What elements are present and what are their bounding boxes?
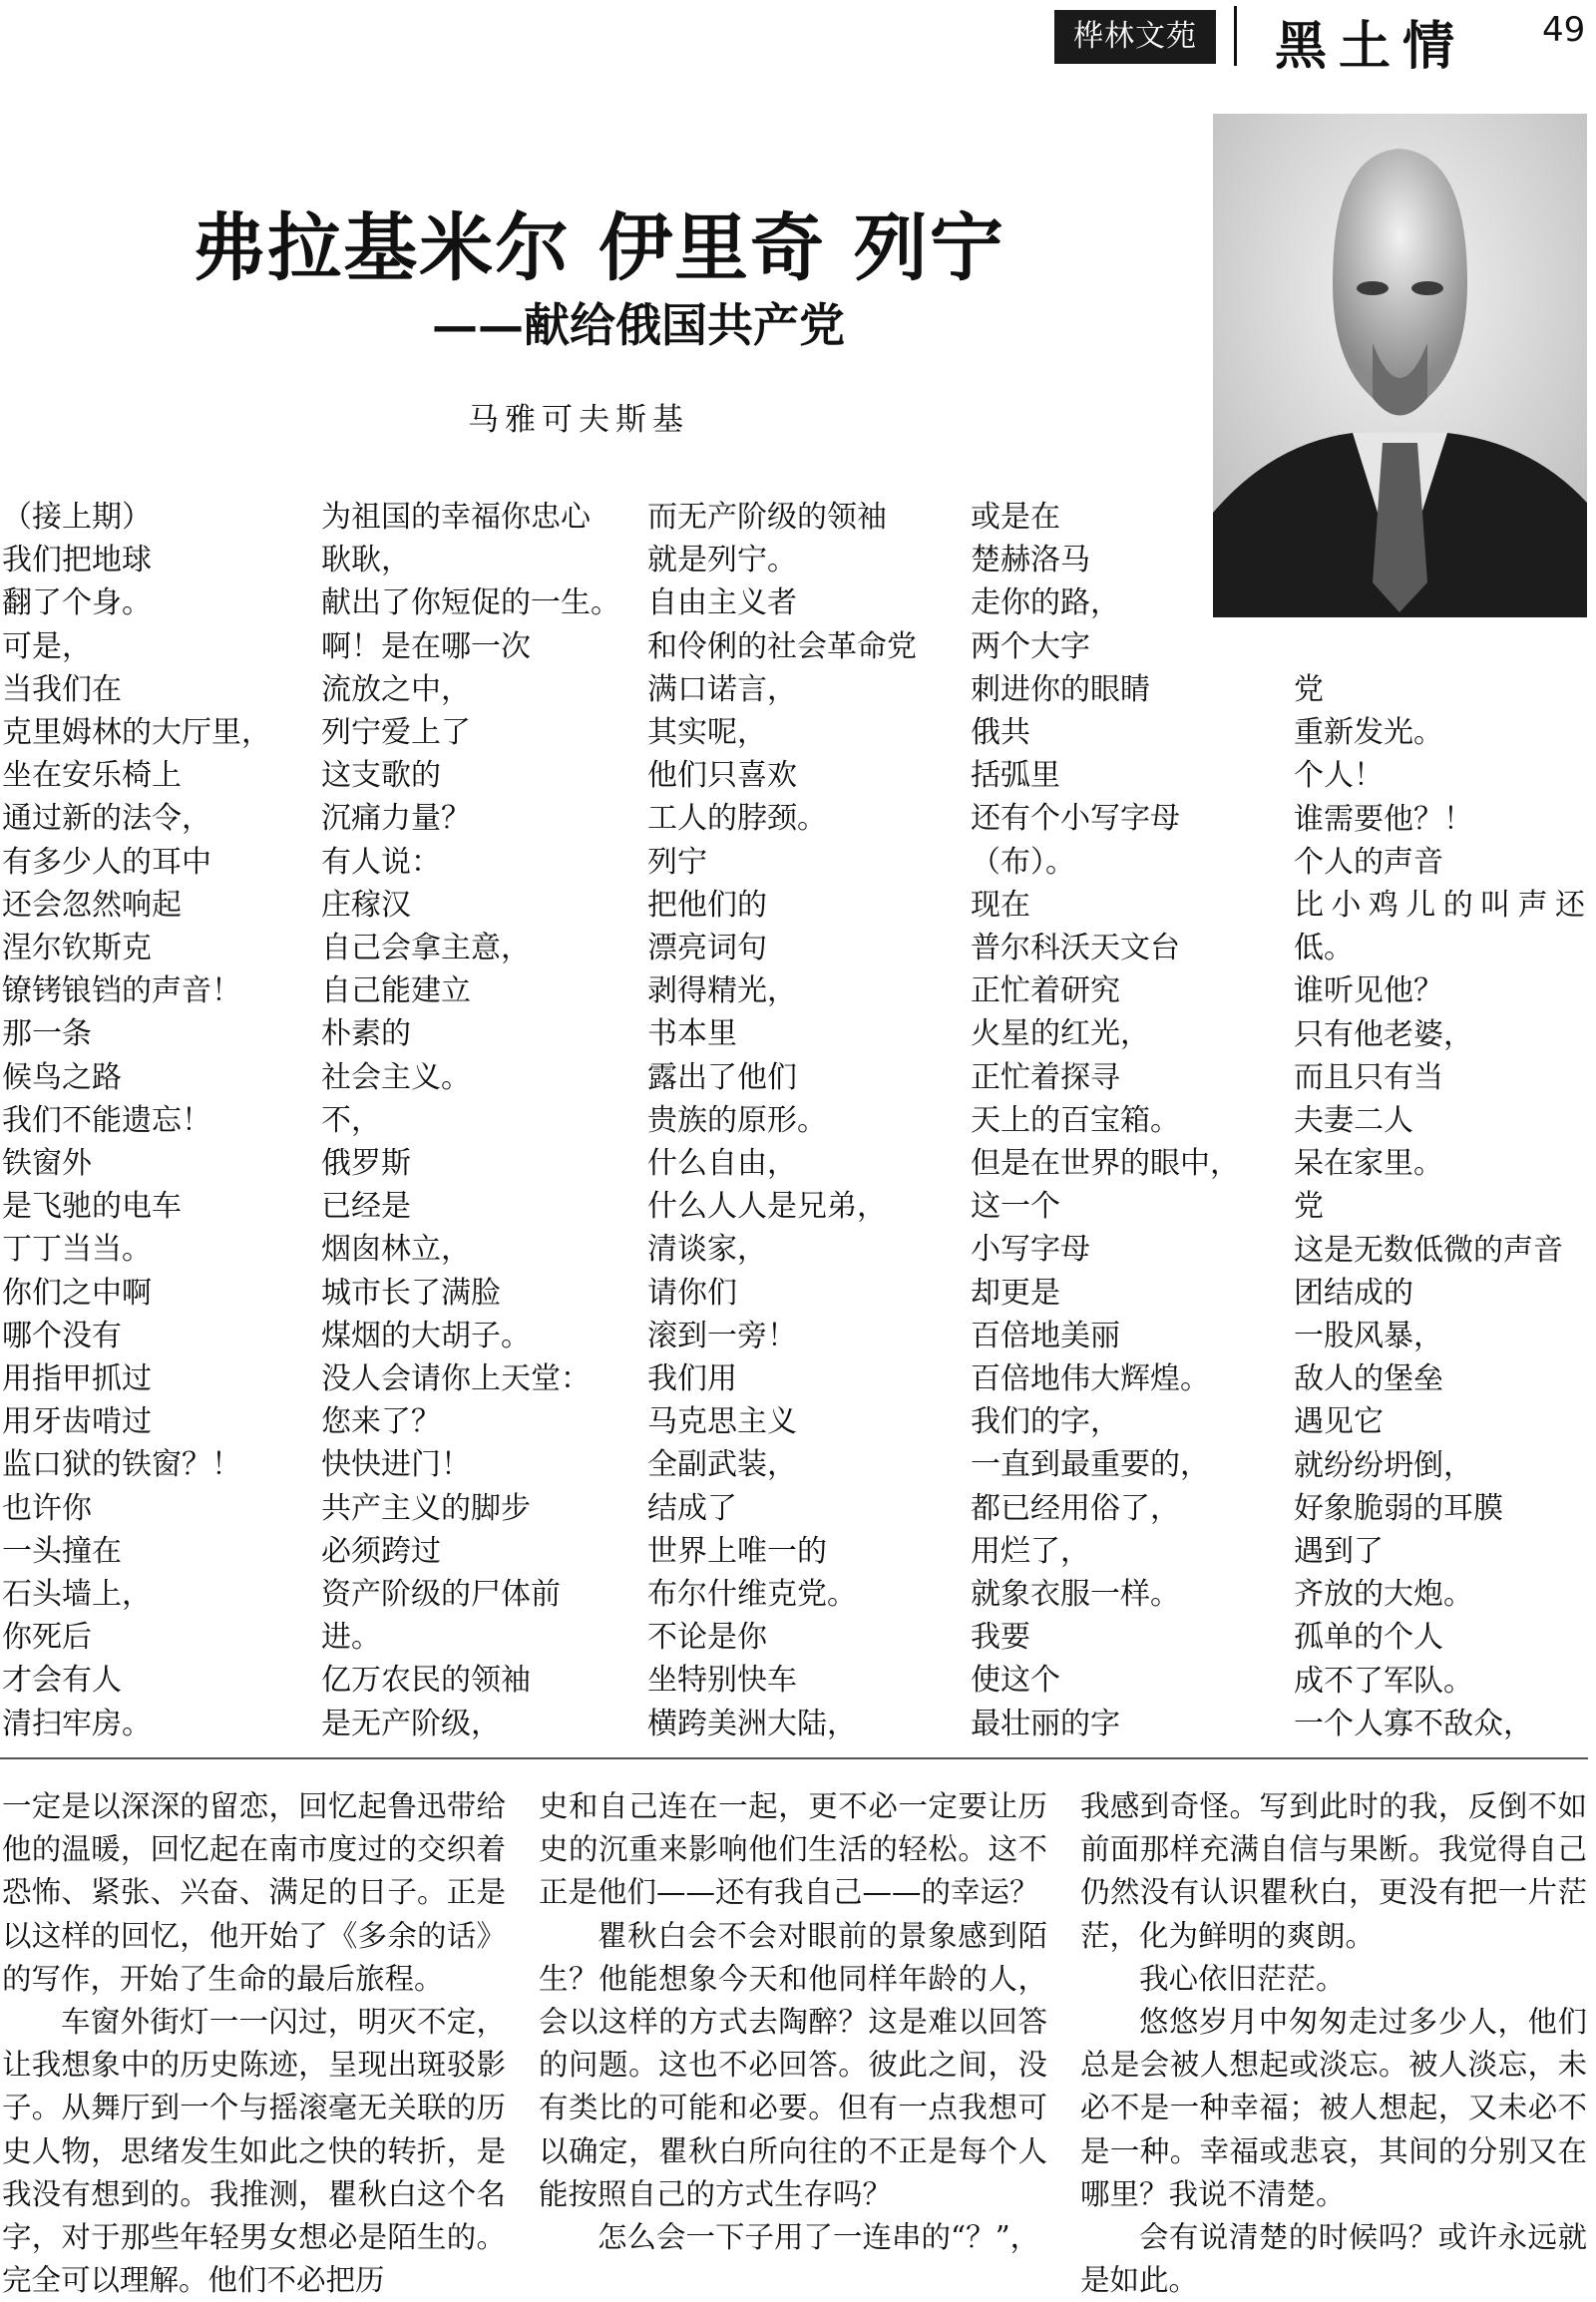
poem-line: 清扫牢房。 (2, 1706, 152, 1741)
poem-line: 刺进你的眼睛 (971, 671, 1150, 707)
poem-line: 什么人人是兄弟， (647, 1189, 887, 1225)
poem-line: 沉痛力量？ (321, 801, 471, 837)
poem-line: 庄稼汉 (321, 887, 411, 923)
poem-line: 俄罗斯 (321, 1146, 411, 1182)
poem-line: 都已经用俗了， (971, 1490, 1180, 1526)
poem-column-2 (321, 496, 620, 1745)
poem-line: 监口狱的铁窗？！ (2, 1447, 241, 1483)
poem-line: 而且只有当 (1294, 1059, 1443, 1095)
poem-line: 而无产阶级的领袖 (647, 500, 887, 535)
poem-line: 社会主义。 (321, 1059, 471, 1095)
poem-line: 两个大字 (971, 628, 1090, 664)
poem-line: 我们把地球 (2, 543, 152, 578)
poem-line: 天上的百宝箱。 (971, 1102, 1180, 1138)
poem-line: 楚赫洛马 (971, 543, 1090, 578)
poem-line: 我们用 (647, 1361, 737, 1397)
prose-column-1 (2, 1785, 506, 2302)
poem-line: 坐在安乐椅上 (2, 758, 182, 794)
poem-line: 党 (1294, 672, 1324, 707)
poem-line: 夫妻二人 (1294, 1103, 1413, 1139)
poem-line: 翻了个身。 (2, 585, 152, 621)
poem-line: 列宁爱上了 (321, 715, 471, 751)
poem-line: 当我们在 (2, 671, 122, 707)
poem-column-5 (1294, 668, 1585, 1745)
poem-line: 已经是 (321, 1189, 411, 1225)
poem-line: 漂亮词句 (647, 931, 767, 966)
poem-line: 布尔什维克党。 (647, 1577, 857, 1613)
poem-line: 齐放的大炮。 (1294, 1577, 1473, 1613)
poem-line: 耿耿， (321, 543, 411, 578)
poem-line: 走你的路， (971, 585, 1120, 621)
poem-line: 还会忽然响起 (2, 887, 182, 923)
poem-line: 石头墙上， (2, 1577, 152, 1613)
poem-line: 这支歌的 (321, 758, 441, 794)
poem-line: 其实呢， (647, 715, 767, 751)
poem-line: 书本里 (647, 1016, 737, 1052)
poem-line: 比小鸡儿的叫声还低。 (1294, 888, 1585, 966)
poem-line: 重新发光。 (1294, 715, 1443, 751)
poem-line: 是无产阶级， (321, 1706, 501, 1741)
poem-line: 煤烟的大胡子。 (321, 1318, 531, 1353)
poem-line: 请你们 (647, 1275, 737, 1311)
section-divider (0, 1757, 1588, 1759)
poem-line: 一股风暴， (1294, 1319, 1443, 1354)
poem-subtitle: ——献给俄国共产党 (432, 298, 845, 352)
prose-column-2 (539, 1785, 1047, 2259)
poem-line: 进。 (321, 1620, 381, 1656)
poem-line: 为祖国的幸福你忠心 (321, 500, 591, 535)
poem-line: 没人会请你上天堂： (321, 1361, 591, 1397)
poem-line: 您来了？ (321, 1404, 441, 1440)
poem-line: 什么自由， (647, 1146, 797, 1182)
poem-line: 火星的红光， (971, 1016, 1150, 1052)
poem-line: 克里姆林的大厅里， (2, 715, 271, 751)
poem-line: 献出了你短促的一生。 (321, 585, 620, 621)
poem-line: 党 (1294, 1189, 1324, 1225)
poem-line: 你们之中啊 (2, 1275, 152, 1311)
poem-line: 亿万农民的领袖 (321, 1663, 531, 1699)
poem-line: 是飞驰的电车 (2, 1189, 182, 1225)
poem-line: 正忙着研究 (971, 973, 1120, 1009)
poem-line: 清谈家， (647, 1232, 767, 1268)
poem-line: 用牙齿啃过 (2, 1404, 152, 1440)
poem-line: 他们只喜欢 (647, 758, 797, 794)
poem-line: 呆在家里。 (1294, 1146, 1443, 1182)
poem-line: 露出了他们 (647, 1059, 797, 1095)
poem-line: 我们不能遗忘！ (2, 1102, 211, 1138)
poem-column-3 (647, 496, 947, 1745)
poem-line: 和伶俐的社会革命党 (647, 628, 917, 664)
poem-line: 最壮丽的字 (971, 1706, 1120, 1741)
poem-author: 马雅可夫斯基 (468, 402, 689, 438)
poem-line: 成不了军队。 (1294, 1663, 1473, 1699)
poem-line: 那一条 (2, 1016, 92, 1052)
poem-line: 个人！ (1294, 758, 1384, 794)
poem-line: 这是无数低微的声音 (1294, 1232, 1563, 1268)
poem-line: 候鸟之路 (2, 1059, 122, 1095)
poem-line: 铁窗外 (2, 1146, 92, 1182)
poem-line: 共产主义的脚步 (321, 1490, 531, 1526)
poem-line: 满口诺言， (647, 671, 797, 707)
prose-paragraph: 瞿秋白会不会对眼前的景象感到陌生？他能想象今天和他同样年龄的人，会以这样的方式去陶醉？这是难以回答的问题。这也不必回答。彼此之间，没有类比的可能和必要。但有一点我想可以确定，瞿秋白所向往的不正是每个人能按照自己的方式生存吗？ (539, 1918, 1047, 2211)
poem-line: 可是， (2, 628, 92, 664)
poem-line: 括弧里 (971, 758, 1060, 794)
poem-line: 俄共 (971, 715, 1030, 751)
poem-line: 使这个 (971, 1663, 1060, 1699)
poem-line: 必须跨过 (321, 1533, 441, 1569)
poem-line: 也许你 (2, 1490, 92, 1526)
poem-line: 朴素的 (321, 1016, 411, 1052)
poem-line: 坐特别快车 (647, 1663, 797, 1699)
prose-paragraph: 我心依旧茫茫。 (1139, 1961, 1346, 1996)
poem-line: 才会有人 (2, 1663, 122, 1699)
poem-title: 弗拉基米尔 伊里奇 列宁 (192, 205, 1005, 291)
poem-line: 哪个没有 (2, 1318, 122, 1353)
prose-paragraph: 我感到奇怪。写到此时的我，反倒不如前面那样充满自信与果断。我觉得自己仍然没有认识瞿秋白，更没有把一片茫茫，化为鲜明的爽朗。 (1080, 1789, 1587, 1953)
poem-line: 敌人的堡垒 (1294, 1361, 1443, 1397)
prose-paragraph: 悠悠岁月中匆匆走过多少人，他们总是会被人想起或淡忘。被人淡忘，未必不是一种幸福；被人想起，又未必不是一种。幸福或悲哀，其间的分别又在哪里？我说不清楚。 (1080, 2005, 1587, 2211)
poem-line: 好象脆弱的耳膜 (1294, 1490, 1503, 1526)
prose-paragraph: 会有说清楚的时候吗？或许永远就是如此。 (1080, 2220, 1587, 2298)
header-divider (1234, 6, 1237, 66)
poem-line: 自由主义者 (647, 585, 797, 621)
poem-line: 列宁 (647, 844, 707, 880)
poem-line: 有人说： (321, 844, 441, 880)
prose-paragraph: 车窗外街灯一一闪过，明灭不定，让我想象中的历史陈迹，呈现出斑驳影子。从舞厅到一个与摇滚毫无关联的历史人物，思绪发生如此之快的转折，是我没有想到的。我推测，瞿秋白这个名字，对于那些年轻男女想必是陌生的。完全可以理解。他们不必把历 (2, 2005, 506, 2298)
poem-line: 资产阶级的尸体前 (321, 1577, 561, 1613)
poem-line: 丁丁当当。 (2, 1232, 152, 1268)
poem-line: 世界上唯一的 (647, 1533, 827, 1569)
poem-line: 百倍地伟大辉煌。 (971, 1361, 1210, 1397)
poem-line: 通过新的法令， (2, 801, 211, 837)
poem-line: 只有他老婆， (1294, 1016, 1473, 1052)
prose-paragraph: 怎么会一下子用了一连串的“？”， (598, 2220, 1040, 2255)
prose-paragraph: 一定是以深深的留恋，回忆起鲁迅带给他的温暖，回忆起在南市度过的交织着恐怖、紧张、兴奋、满足的日子。正是以这样的回忆，他开始了《多余的话》的写作，开始了生命的最后旅程。 (2, 1789, 506, 1996)
poem-line: 但是在世界的眼中， (971, 1146, 1240, 1182)
poem-line: 流放之中， (321, 671, 471, 707)
page-number: 49 (1542, 10, 1586, 50)
section-tag: 桦林文苑 (1054, 10, 1216, 64)
poem-line: 个人的声音 (1294, 844, 1443, 880)
poem-line: 就是列宁。 (647, 543, 797, 578)
poem-line: 一个人寡不敌众， (1294, 1706, 1533, 1741)
poem-line: 全副武装， (647, 1447, 797, 1483)
prose-column-3 (1080, 1785, 1587, 2302)
poem-line: 自己会拿主意， (321, 931, 531, 966)
poem-line: 啊！是在哪一次 (321, 628, 531, 664)
poem-line: 结成了 (647, 1490, 737, 1526)
poem-line: 烟囱林立， (321, 1232, 471, 1268)
poem-line: 不， (321, 1102, 381, 1138)
poem-line: 却更是 (971, 1275, 1060, 1311)
poem-line: 你死后 (2, 1620, 92, 1656)
poem-line: 就象衣服一样。 (971, 1577, 1180, 1613)
poem-line: 镣铐锒铛的声音！ (2, 973, 241, 1009)
poem-line: 遇见它 (1294, 1404, 1384, 1440)
prose-paragraph: 史和自己连在一起，更不必一定要让历史的沉重来影响他们生活的轻松。这不正是他们——还有我自己——的幸运？ (539, 1789, 1047, 1910)
poem-line: 一头撞在 (2, 1533, 122, 1569)
poem-line: 小写字母 (971, 1232, 1090, 1268)
poem-line: 这一个 (971, 1189, 1060, 1225)
poem-line: 快快进门！ (321, 1447, 471, 1483)
poem-line: 横跨美洲大陆， (647, 1706, 857, 1741)
poem-line: 涅尔钦斯克 (2, 931, 152, 966)
poem-column-4 (971, 496, 1270, 1745)
poem-line: 孤单的个人 (1294, 1620, 1443, 1656)
poem-line: 还有个小写字母 (971, 801, 1180, 837)
magazine-brand: 黑土情 (1275, 16, 1467, 77)
poem-line: 一直到最重要的， (971, 1447, 1210, 1483)
poem-line: 自己能建立 (321, 973, 471, 1009)
poem-line: 百倍地美丽 (971, 1318, 1120, 1353)
poem-line: 普尔科沃天文台 (971, 931, 1180, 966)
poem-line: 谁需要他？！ (1294, 801, 1473, 837)
poem-line: 滚到一旁！ (647, 1318, 797, 1353)
poem-line: （接上期） (2, 500, 152, 535)
poem-line: （布）。 (971, 844, 1075, 880)
poem-line: 剥得精光， (647, 973, 797, 1009)
poem-line: 把他们的 (647, 887, 767, 923)
poem-line: 我要 (971, 1620, 1030, 1656)
poem-line: 正忙着探寻 (971, 1059, 1120, 1095)
poem-line: 遇到了 (1294, 1534, 1384, 1570)
poem-line: 贵族的原形。 (647, 1102, 827, 1138)
poem-line: 城市长了满脸 (321, 1275, 501, 1311)
poem-line: 或是在 (971, 500, 1060, 535)
poem-line: 有多少人的耳中 (2, 844, 211, 880)
poem-line: 我们的字， (971, 1404, 1120, 1440)
poem-line: 用指甲抓过 (2, 1361, 152, 1397)
poem-line: 团结成的 (1294, 1275, 1413, 1311)
poem-line: 不论是你 (647, 1620, 767, 1656)
poem-line: 就纷纷坍倒， (1294, 1447, 1473, 1483)
poem-line: 现在 (971, 887, 1030, 923)
poem-line: 马克思主义 (647, 1404, 797, 1440)
poem-line: 谁听见他？ (1294, 973, 1443, 1009)
poem-line: 用烂了， (971, 1533, 1090, 1569)
poem-line: 工人的脖颈。 (647, 801, 827, 837)
poem-column-1 (2, 496, 271, 1745)
